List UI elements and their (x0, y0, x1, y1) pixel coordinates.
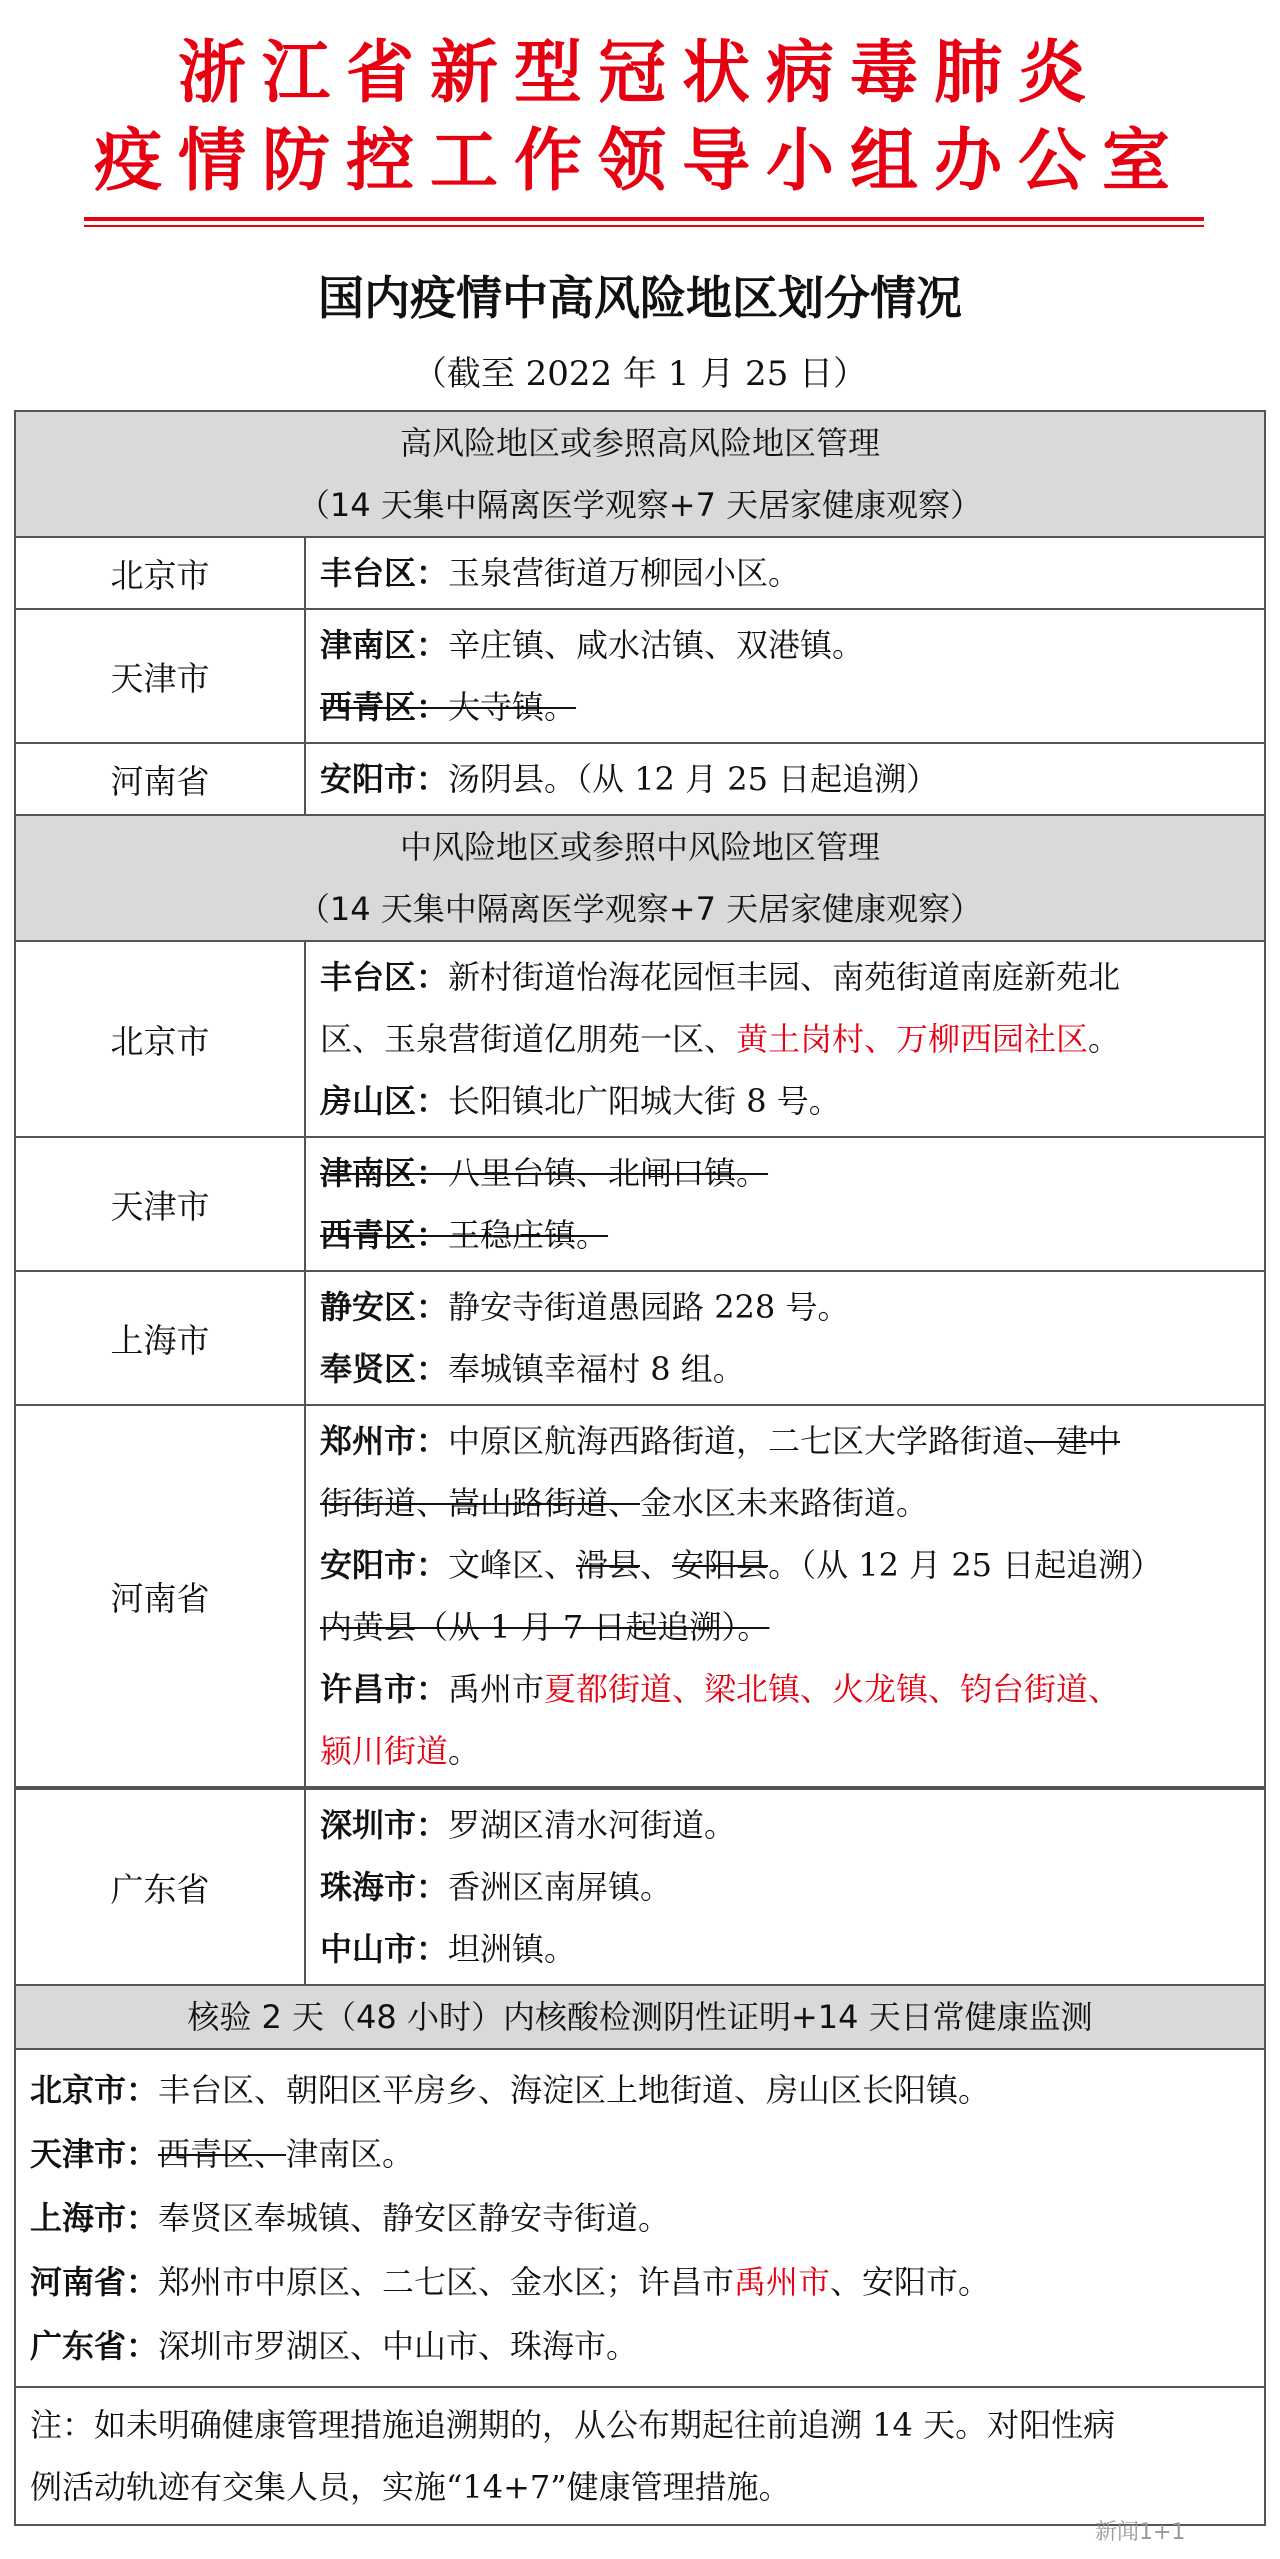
area-text: 颍川街道 (320, 1732, 449, 1770)
province-name: 天津市 (15, 609, 305, 743)
testing-line (30, 2314, 1254, 2378)
area-text: 中原区航海西路街道，二七区大学路街道 (448, 1422, 1025, 1460)
area-line (320, 614, 1254, 676)
area-text: 街街道、嵩山路街道、 (320, 1484, 641, 1522)
area-label: 安阳市： (320, 1546, 449, 1584)
note-line-1: 注：如未明确健康管理措施追溯期的，从公布期起往前追溯 14 天。对阳性病 (30, 2406, 1116, 2444)
area-label: 安阳市： (320, 760, 449, 798)
province-row (15, 743, 1265, 815)
area-line (320, 1142, 1254, 1204)
area-line (320, 1204, 1254, 1266)
province-row (15, 1405, 1265, 1787)
medium-risk-heading-text: 中风险地区或参照中风险地区管理 (399, 828, 880, 866)
testing-heading: 核验 2 天（48 小时）内核酸检测阴性证明+14 天日常健康监测 (15, 1985, 1265, 2049)
area-label: 河南省： (30, 2263, 159, 2301)
issuing-office-line2: 疫情防控工作领导小组办公室 (93, 122, 1186, 201)
area-line (320, 1720, 1254, 1782)
area-line (320, 1596, 1254, 1658)
red-header-rule-thin (84, 225, 1204, 227)
area-label: 上海市： (30, 2199, 159, 2237)
province-row (15, 941, 1265, 1137)
area-label: 珠海市： (320, 1868, 449, 1906)
area-line (320, 1534, 1254, 1596)
area-label: 静安区： (320, 1288, 449, 1326)
area-text: 。 (448, 1732, 481, 1770)
province-name: 天津市 (15, 1137, 305, 1271)
document-date: （截至 2022 年 1 月 25 日） (412, 354, 868, 394)
province-name: 广东省 (15, 1789, 305, 1985)
area-text: 奉贤区奉城镇、静安区静安寺街道。 (158, 2199, 671, 2237)
area-label: 丰台区： (320, 554, 449, 592)
area-line (320, 1658, 1254, 1720)
area-text: 西青区、 (158, 2135, 287, 2173)
testing-line (30, 2058, 1254, 2122)
area-label: 中山市： (320, 1930, 449, 1968)
area-text: 内黄县（从 1 月 7 日起追溯）。 (320, 1608, 770, 1646)
area-details (305, 609, 1265, 743)
area-text: 滑县 (576, 1546, 641, 1584)
area-details (305, 1137, 1265, 1271)
area-line (320, 1472, 1254, 1534)
province-name: 北京市 (15, 941, 305, 1137)
area-text: 汤阴县。（从 12 月 25 日起追溯） (448, 760, 939, 798)
medium-risk-subheading-text: （14 天集中隔离医学观察+7 天居家健康观察） (297, 890, 983, 928)
area-label: 房山区： (320, 1082, 449, 1120)
area-details (305, 1789, 1265, 1985)
area-text: 黄土岗村、万柳西园社区 (736, 1020, 1089, 1058)
area-text: 八里台镇、北闸口镇。 (448, 1154, 769, 1192)
area-text: 大寺镇。 (448, 688, 577, 726)
area-text: 奉城镇幸福村 8 组。 (448, 1350, 745, 1388)
medium-risk-header-row (15, 815, 1265, 941)
high-risk-heading (15, 411, 1265, 537)
area-text: 夏都街道、梁北镇、火龙镇、钧台街道、 (544, 1670, 1121, 1708)
province-row (15, 1789, 1265, 1985)
area-text: 罗湖区清水河街道。 (448, 1806, 737, 1844)
area-text: 长阳镇北广阳城大街 8 号。 (448, 1082, 841, 1120)
risk-areas-table (14, 410, 1266, 1788)
province-name: 上海市 (15, 1271, 305, 1405)
area-line (320, 542, 1254, 604)
note-line-2: 例活动轨迹有交集人员，实施“14+7”健康管理措施。 (30, 2468, 791, 2506)
area-text: 津南区。 (286, 2135, 415, 2173)
area-text: 、建中 (1024, 1422, 1121, 1460)
area-text: 、 (640, 1546, 673, 1584)
area-text: 辛庄镇、咸水沽镇、双港镇。 (448, 626, 865, 664)
area-text: 、安阳市。 (830, 2263, 991, 2301)
testing-areas-list (15, 2049, 1265, 2387)
area-label: 北京市： (30, 2071, 159, 2109)
area-text: 禹州市 (734, 2263, 831, 2301)
area-line (320, 1794, 1254, 1856)
area-line (320, 748, 1254, 810)
note-row (15, 2387, 1265, 2525)
risk-areas-table-continued (14, 1788, 1266, 2526)
area-label: 广东省： (30, 2327, 159, 2365)
area-text: 新村街道怡海花园恒丰园、南苑街道南庭新苑北 (448, 958, 1121, 996)
province-row (15, 1271, 1265, 1405)
area-text: 禹州市 (448, 1670, 545, 1708)
area-label: 郑州市： (320, 1422, 449, 1460)
issuing-office-line1: 浙江省新型冠状病毒肺炎 (177, 34, 1102, 113)
province-name: 河南省 (15, 743, 305, 815)
area-text: 静安寺街道愚园路 228 号。 (448, 1288, 850, 1326)
area-text: 。 (1088, 1020, 1121, 1058)
testing-line (30, 2122, 1254, 2186)
testing-line (30, 2186, 1254, 2250)
area-label: 津南区： (320, 626, 449, 664)
area-text: 香洲区南屏镇。 (448, 1868, 673, 1906)
medium-risk-rows-continued (15, 1789, 1265, 1985)
document-title: 国内疫情中高风险地区划分情况 (318, 271, 962, 325)
area-text: 丰台区、朝阳区平房乡、海淀区上地街道、房山区长阳镇。 (158, 2071, 991, 2109)
area-details (305, 1405, 1265, 1787)
area-label: 深圳市： (320, 1806, 449, 1844)
high-risk-header-row (15, 411, 1265, 537)
area-text: 深圳市罗湖区、中山市、珠海市。 (158, 2327, 639, 2365)
area-text: 王稳庄镇。 (448, 1216, 609, 1254)
area-label: 丰台区： (320, 958, 449, 996)
area-text: 安阳县 (672, 1546, 769, 1584)
medium-risk-heading (15, 815, 1265, 941)
area-label: 天津市： (30, 2135, 159, 2173)
area-text: 坦洲镇。 (448, 1930, 577, 1968)
area-text: 。（从 12 月 25 日起追溯） (768, 1546, 1163, 1584)
area-label: 奉贤区： (320, 1350, 449, 1388)
area-label: 西青区： (320, 688, 449, 726)
testing-content-row (15, 2049, 1265, 2387)
area-details (305, 743, 1265, 815)
area-text: 区、玉泉营街道亿朋苑一区、 (320, 1020, 737, 1058)
high-risk-subheading-text: （14 天集中隔离医学观察+7 天居家健康观察） (297, 486, 983, 524)
province-name: 河南省 (15, 1405, 305, 1787)
area-details (305, 537, 1265, 609)
area-line (320, 1338, 1254, 1400)
high-risk-rows (15, 537, 1265, 815)
area-line (320, 1008, 1254, 1070)
testing-line (30, 2250, 1254, 2314)
note (15, 2387, 1265, 2525)
watermark-logo: 新闻1+1 (1095, 2520, 1186, 2545)
area-line (320, 946, 1254, 1008)
province-row (15, 609, 1265, 743)
area-line (320, 1276, 1254, 1338)
area-line (320, 1410, 1254, 1472)
province-name: 北京市 (15, 537, 305, 609)
area-line (320, 1856, 1254, 1918)
area-text: 金水区未来路街道。 (640, 1484, 929, 1522)
area-text: 文峰区、 (448, 1546, 577, 1584)
province-row (15, 537, 1265, 609)
red-header-rule-thick (84, 217, 1204, 221)
area-label: 西青区： (320, 1216, 449, 1254)
area-line (320, 1918, 1254, 1980)
province-row (15, 1137, 1265, 1271)
area-label: 津南区： (320, 1154, 449, 1192)
high-risk-heading-text: 高风险地区或参照高风险地区管理 (399, 424, 880, 462)
area-text: 郑州市中原区、二七区、金水区；许昌市 (158, 2263, 735, 2301)
area-details (305, 1271, 1265, 1405)
area-line (320, 676, 1254, 738)
medium-risk-rows (15, 941, 1265, 1787)
area-label: 许昌市： (320, 1670, 449, 1708)
area-text: 玉泉营街道万柳园小区。 (448, 554, 801, 592)
area-line (320, 1070, 1254, 1132)
testing-header-row (15, 1985, 1265, 2049)
area-details (305, 941, 1265, 1137)
